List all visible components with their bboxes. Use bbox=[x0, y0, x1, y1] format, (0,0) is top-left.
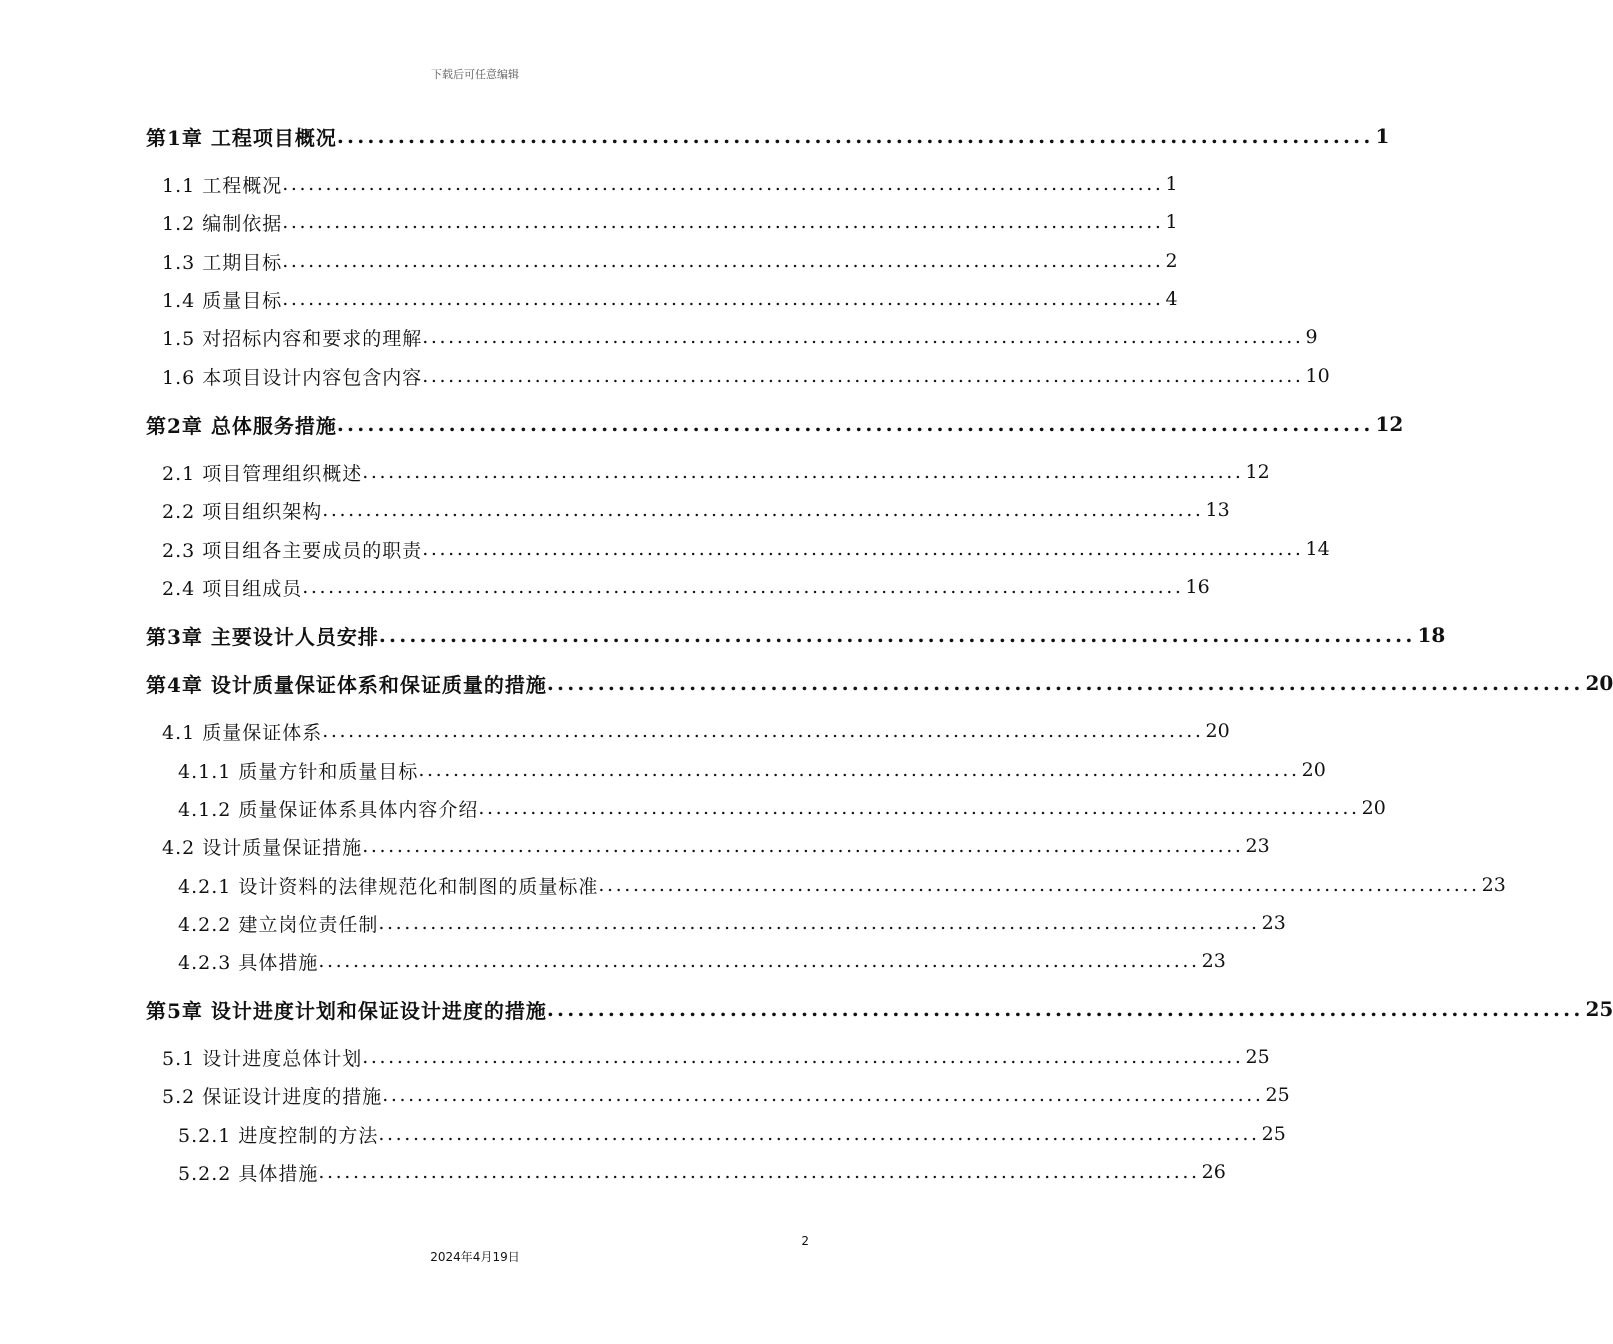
toc-entry-page: 10 bbox=[1305, 365, 1330, 387]
dot-leader: ...................................................................................................... bbox=[598, 874, 1480, 896]
toc-entry-title: 2.3 项目组各主要成员的职责 bbox=[162, 539, 423, 562]
toc-entry-title: 2.1 项目管理组织概述 bbox=[162, 462, 363, 485]
dot-leader: ...................................................................................................... bbox=[336, 412, 1374, 436]
toc-entry-page: 23 bbox=[1201, 950, 1226, 972]
toc-entry-title: 第3章 主要设计人员安排 bbox=[146, 624, 379, 649]
dot-leader: ...................................................................................................... bbox=[336, 124, 1374, 148]
toc-entry[interactable] bbox=[178, 1157, 1226, 1187]
dot-leader: ...................................................................................................... bbox=[362, 835, 1244, 857]
toc-entry[interactable] bbox=[178, 908, 1286, 938]
toc-entry[interactable] bbox=[162, 572, 1210, 602]
toc-entry-title: 4.2 设计质量保证措施 bbox=[162, 836, 363, 859]
toc-entry-page: 23 bbox=[1245, 835, 1270, 857]
toc-entry[interactable] bbox=[162, 246, 1178, 276]
toc-entry-title: 4.1.2 质量保证体系具体内容介绍 bbox=[178, 798, 479, 821]
toc-entry-title: 第2章 总体服务措施 bbox=[146, 413, 337, 438]
toc-entry-title: 5.2 保证设计进度的措施 bbox=[162, 1085, 383, 1108]
page-number: 2 bbox=[801, 1234, 809, 1248]
toc-entry-title: 5.1 设计进度总体计划 bbox=[162, 1047, 363, 1070]
toc-entry[interactable] bbox=[162, 1080, 1290, 1110]
dot-leader: ...................................................................................................... bbox=[378, 1123, 1260, 1145]
toc-entry-page: 1 bbox=[1165, 173, 1178, 195]
toc-entry[interactable] bbox=[162, 284, 1178, 314]
toc-entry-page: 20 bbox=[1585, 671, 1613, 695]
dot-leader: ...................................................................................................... bbox=[422, 538, 1304, 560]
toc-entry-page: 12 bbox=[1375, 412, 1404, 436]
footer-date: 2024年4月19日 bbox=[430, 1250, 520, 1264]
dot-leader: ...................................................................................................... bbox=[322, 720, 1204, 742]
dot-leader: ...................................................................................................... bbox=[378, 623, 1416, 647]
toc-entry-page: 23 bbox=[1481, 874, 1506, 896]
toc-entry-title: 4.2.1 设计资料的法律规范化和制图的质量标准 bbox=[178, 875, 599, 898]
toc-entry-title: 4.1 质量保证体系 bbox=[162, 721, 323, 744]
toc-entry[interactable] bbox=[162, 361, 1330, 391]
dot-leader: ...................................................................................................... bbox=[282, 288, 1164, 310]
dot-leader: ...................................................................................................... bbox=[318, 1161, 1200, 1183]
toc-entry[interactable] bbox=[146, 121, 1390, 151]
dot-leader: ...................................................................................................... bbox=[382, 1084, 1264, 1106]
dot-leader: ...................................................................................................... bbox=[322, 499, 1204, 521]
dot-leader: ...................................................................................................... bbox=[546, 997, 1584, 1021]
dot-leader: ...................................................................................................... bbox=[282, 250, 1164, 272]
toc-entry-title: 1.2 编制依据 bbox=[162, 212, 283, 235]
toc-entry[interactable] bbox=[178, 1119, 1286, 1149]
toc-entry-title: 第5章 设计进度计划和保证设计进度的措施 bbox=[146, 998, 547, 1023]
dot-leader: ...................................................................................................... bbox=[378, 912, 1260, 934]
toc-entry[interactable] bbox=[146, 668, 1613, 698]
toc-entry[interactable] bbox=[178, 793, 1386, 823]
dot-leader: ...................................................................................................... bbox=[318, 950, 1200, 972]
toc-entry-page: 1 bbox=[1165, 211, 1178, 233]
dot-leader: ...................................................................................................... bbox=[282, 173, 1164, 195]
page-header: 下载后可任意编辑 bbox=[431, 68, 519, 81]
toc-entry-title: 4.2.3 具体措施 bbox=[178, 951, 319, 974]
toc-entry[interactable] bbox=[146, 994, 1613, 1024]
toc-entry-title: 1.1 工程概况 bbox=[162, 174, 283, 197]
toc-entry-page: 25 bbox=[1265, 1084, 1290, 1106]
toc-entry-page: 23 bbox=[1261, 912, 1286, 934]
toc-entry-page: 25 bbox=[1261, 1123, 1286, 1145]
toc-entry-title: 第1章 工程项目概况 bbox=[146, 125, 337, 150]
toc-entry[interactable] bbox=[162, 207, 1178, 237]
dot-leader: ...................................................................................................... bbox=[418, 759, 1300, 781]
toc-entry-page: 2 bbox=[1165, 250, 1178, 272]
toc-entry-page: 20 bbox=[1361, 797, 1386, 819]
toc-entry-title: 1.5 对招标内容和要求的理解 bbox=[162, 327, 423, 350]
toc-entry-page: 20 bbox=[1205, 720, 1230, 742]
toc-entry-page: 13 bbox=[1205, 499, 1230, 521]
toc-entry[interactable] bbox=[162, 457, 1270, 487]
dot-leader: ...................................................................................................... bbox=[282, 211, 1164, 233]
toc-entry-page: 25 bbox=[1245, 1046, 1270, 1068]
dot-leader: ...................................................................................................... bbox=[546, 671, 1584, 695]
toc-entry[interactable] bbox=[162, 322, 1318, 352]
toc-entry-page: 25 bbox=[1585, 997, 1613, 1021]
toc-entry-title: 1.3 工期目标 bbox=[162, 251, 283, 274]
toc-entry-title: 4.2.2 建立岗位责任制 bbox=[178, 913, 379, 936]
toc-entry-page: 26 bbox=[1201, 1161, 1226, 1183]
toc-entry[interactable] bbox=[162, 495, 1230, 525]
toc-entry-title: 2.4 项目组成员 bbox=[162, 577, 303, 600]
toc-entry[interactable] bbox=[146, 409, 1404, 439]
toc-entry[interactable] bbox=[162, 716, 1230, 746]
toc-entry-page: 16 bbox=[1185, 576, 1210, 598]
toc-entry-title: 2.2 项目组织架构 bbox=[162, 500, 323, 523]
dot-leader: ...................................................................................................... bbox=[422, 365, 1304, 387]
toc-entry-title: 1.6 本项目设计内容包含内容 bbox=[162, 366, 423, 389]
toc-entry[interactable] bbox=[146, 620, 1446, 650]
toc-entry-page: 20 bbox=[1301, 759, 1326, 781]
toc-entry[interactable] bbox=[162, 1042, 1270, 1072]
toc-entry-page: 18 bbox=[1417, 623, 1446, 647]
toc-entry-title: 第4章 设计质量保证体系和保证质量的措施 bbox=[146, 672, 547, 697]
dot-leader: ...................................................................................................... bbox=[362, 1046, 1244, 1068]
toc-entry-title: 5.2.2 具体措施 bbox=[178, 1162, 319, 1185]
toc-entry-page: 14 bbox=[1305, 538, 1330, 560]
toc-entry[interactable] bbox=[162, 831, 1270, 861]
toc-entry-page: 9 bbox=[1305, 326, 1318, 348]
toc-entry-title: 5.2.1 进度控制的方法 bbox=[178, 1124, 379, 1147]
dot-leader: ...................................................................................................... bbox=[362, 461, 1244, 483]
toc-entry[interactable] bbox=[178, 870, 1506, 900]
toc-entry-page: 12 bbox=[1245, 461, 1270, 483]
toc-entry-title: 4.1.1 质量方针和质量目标 bbox=[178, 760, 419, 783]
dot-leader: ...................................................................................................... bbox=[478, 797, 1360, 819]
toc-entry-title: 1.4 质量目标 bbox=[162, 289, 283, 312]
dot-leader: ...................................................................................................... bbox=[302, 576, 1184, 598]
toc-entry[interactable] bbox=[162, 169, 1178, 199]
toc-entry[interactable] bbox=[178, 755, 1326, 785]
toc-entry[interactable] bbox=[178, 946, 1226, 976]
dot-leader: ...................................................................................................... bbox=[422, 326, 1304, 348]
toc-entry[interactable] bbox=[162, 534, 1330, 564]
toc-entry-page: 4 bbox=[1165, 288, 1178, 310]
toc-entry-page: 1 bbox=[1375, 124, 1390, 148]
